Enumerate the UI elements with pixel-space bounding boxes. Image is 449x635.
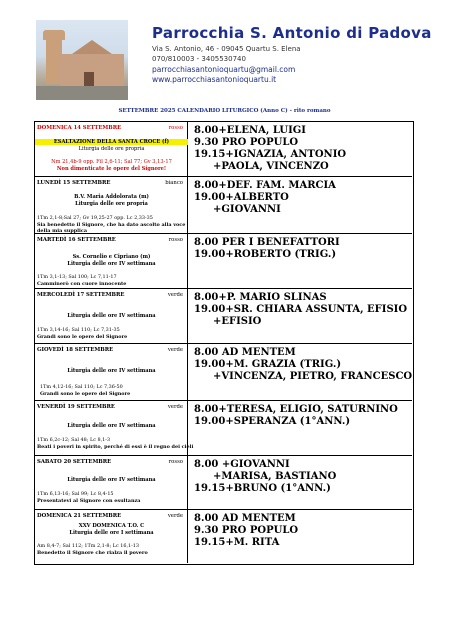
day-row	[35, 122, 412, 177]
liturgy-cell	[35, 234, 188, 288]
mass-intention: +EFISIO	[213, 316, 262, 327]
mass-cell	[188, 510, 412, 563]
office-note: Liturgia delle ore IV settimana	[67, 423, 156, 429]
day-label: LUNEDÌ 15 SETTEMBRE	[37, 180, 111, 186]
parish-website[interactable]: www.parrocchiasantonioquartu.it	[152, 75, 277, 84]
mass-intention: 19.00+ROBERTO (TRIG.)	[194, 249, 337, 260]
liturgy-cell	[35, 401, 194, 455]
readings: 1Tm 6,13-16; Sal 99; Lc 8,4-15	[37, 491, 114, 497]
liturgical-color: verde	[167, 347, 183, 353]
mass-intention: +VINCENZA, PIETRO, FRANCESCO	[213, 371, 413, 382]
day-label: VENERDÌ 19 SETTEMBRE	[37, 404, 115, 410]
day-row	[35, 510, 412, 563]
liturgical-color: rosso	[168, 459, 183, 465]
mass-intention: +MARISA, BASTIANO	[213, 471, 337, 482]
mass-intention: 8.00+P. MARIO SLINAS	[194, 292, 327, 303]
parish-phone: 070/810003 - 3405530740	[152, 55, 246, 63]
mass-cell	[188, 234, 412, 288]
day-label: GIOVEDÌ 18 SETTEMBRE	[37, 347, 114, 353]
readings: 1Tm 4,12-16; Sal 110; Lc 7,36-50	[40, 384, 123, 390]
psalm-response: Camminerò con cuore innocente	[37, 281, 127, 287]
mass-intention: 9.30 PRO POPULO	[194, 525, 299, 536]
feast-name: B.V. Maria Addolorata (m)	[74, 194, 149, 200]
office-note: Liturgia delle ore I settimana	[69, 530, 154, 536]
psalm-response: Grandi sono le opere del Signore	[40, 391, 131, 397]
day-row	[35, 456, 412, 510]
liturgy-cell	[35, 510, 188, 563]
mass-intention: 19.15+M. RITA	[194, 537, 280, 548]
office-note: Liturgia delle ore propria	[78, 146, 145, 152]
mass-intention: 19.00+SR. CHIARA ASSUNTA, EFISIO	[194, 304, 408, 315]
feast-name: XXV DOMENICA T.O. C	[78, 523, 145, 529]
office-note: Liturgia delle ore propria	[75, 201, 148, 207]
mass-cell	[188, 401, 412, 455]
liturgical-color: verde	[167, 292, 183, 298]
mass-intention: 8.00+ELENA, LUIGI	[194, 125, 306, 136]
mass-intention: 19.15+IGNAZIA, ANTONIO	[194, 149, 347, 160]
mass-intention: 8.00+TERESA, ELIGIO, SATURNINO	[194, 404, 398, 415]
psalm-response: Non dimenticate le opere del Signore!	[56, 166, 167, 172]
liturgical-color: rosso	[168, 237, 183, 243]
day-label: MERCOLEDÌ 17 SETTEMBRE	[37, 292, 125, 298]
parish-email[interactable]: parrocchiasantonioquartu@gmail.com	[152, 65, 296, 74]
mass-intention: 19.00+SPERANZA (1°ANN.)	[194, 416, 351, 427]
psalm-response: Presentatevi al Signore con esultanza	[37, 498, 141, 504]
mass-intention: 8.00 AD MENTEM	[194, 347, 296, 358]
day-label: MARTEDÌ 16 SETTEMBRE	[37, 237, 116, 243]
mass-cell	[188, 177, 412, 233]
church-plaza	[36, 86, 128, 100]
day-label: DOMENICA 14 SETTEMBRE	[37, 125, 122, 131]
office-note: Liturgia delle ore IV settimana	[67, 477, 156, 483]
day-row	[35, 177, 412, 234]
mass-intention: +GIOVANNI	[213, 204, 281, 215]
readings: 1Tm 2,1-8;Sal 27; Gv 19,25-27 opp. Lc 2,33-35	[37, 215, 153, 221]
day-row	[35, 344, 412, 401]
liturgy-cell	[35, 122, 188, 176]
mass-intention: +PAOLA, VINCENZO	[213, 161, 329, 172]
liturgical-color: verde	[167, 513, 183, 519]
day-row	[35, 234, 412, 289]
readings: 1Tm 3,1-13; Sal 100; Lc 7,11-17	[37, 274, 117, 280]
mass-intention: 8.00 PER I BENEFATTORI	[194, 237, 340, 248]
parish-name: Parrocchia S. Antonio di Padova	[152, 24, 432, 42]
mass-intention: 8.00 +GIOVANNI	[194, 459, 290, 470]
day-label: SABATO 20 SETTEMBRE	[37, 459, 112, 465]
psalm-response: Benedetto il Signore che rialza il povero	[37, 550, 148, 556]
mass-cell	[188, 456, 412, 509]
mass-intention: 9.30 PRO POPULO	[194, 137, 299, 148]
parish-address: Via S. Antonio, 46 - 09045 Quartu S. Elena	[152, 45, 301, 53]
psalm-response: Grandi sono le opere del Signore	[37, 334, 128, 340]
day-row	[35, 289, 412, 344]
mass-cell	[188, 289, 412, 343]
liturgy-cell	[35, 177, 188, 233]
liturgical-color: rosso	[168, 125, 183, 131]
office-note: Liturgia delle ore IV settimana	[67, 368, 156, 374]
mass-cell	[188, 344, 412, 400]
psalm-response-cont: della mia supplica	[37, 228, 88, 234]
liturgy-cell	[35, 289, 188, 343]
psalm-response: Sia benedetto il Signore, che ha dato ascolto alla voce	[37, 222, 186, 228]
readings: 1Tm 6,2c-12; Sal 48; Lc 8,1-3	[37, 437, 111, 443]
mass-intention: 19.15+BRUNO (1°ANN.)	[194, 483, 331, 494]
mass-intention: 19.00+M. GRAZIA (TRIG.)	[194, 359, 342, 370]
feast-name: ESALTAZIONE DELLA SANTA CROCE (f)	[35, 139, 188, 145]
day-row	[35, 401, 412, 456]
feast-name: Ss. Cornelio e Cipriano (m)	[72, 254, 151, 260]
mass-intention: 8.00+DEF. FAM. MARCIA	[194, 180, 336, 191]
liturgical-color: bianco	[165, 180, 183, 186]
psalm-response: Beati i poveri in spirito, perché di essi è il regno dei cieli	[37, 444, 194, 450]
readings: Am 8,4-7; Sal 112; 1Tm 2,1-8; Lc 16,1-13	[37, 543, 140, 549]
church-photo	[36, 20, 128, 100]
day-label: DOMENICA 21 SETTEMBRE	[37, 513, 122, 519]
calendar-table	[34, 121, 414, 565]
office-note: Liturgia delle ore IV settimana	[67, 261, 156, 267]
readings: 1Tm 3,14-16; Sal 110; Lc 7,31-35	[37, 327, 120, 333]
mass-intention: 8.00 AD MENTEM	[194, 513, 296, 524]
office-note: Liturgia delle ore IV settimana	[67, 313, 156, 319]
liturgy-cell	[35, 456, 188, 509]
mass-intention: 19.00+ALBERTO	[194, 192, 289, 203]
mass-cell	[188, 122, 412, 176]
liturgy-cell	[35, 344, 188, 400]
liturgical-color: verde	[167, 404, 183, 410]
calendar-title: SETTEMBRE 2025 CALENDARIO LITURGICO (Anno C) - rito romano	[118, 108, 331, 114]
readings: Nm 21,4b-9 opp. Fil 2,6-11; Sal 77; Gv 3,13-17	[51, 159, 172, 165]
